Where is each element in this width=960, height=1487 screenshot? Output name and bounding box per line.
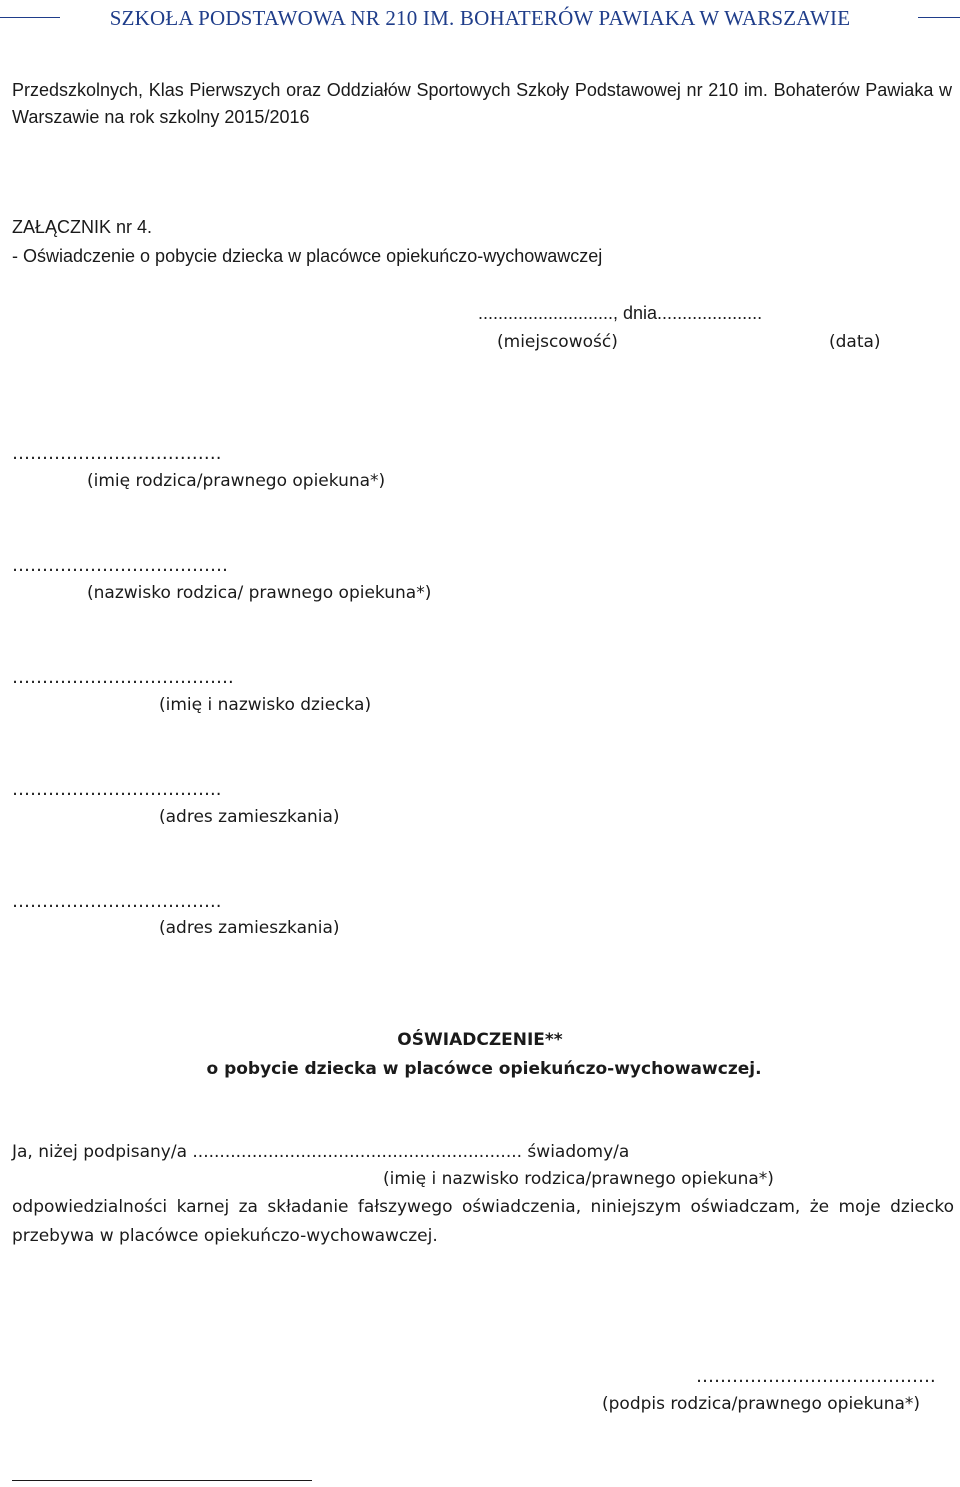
statement-body: odpowiedzialności karnej za składanie fałszywego oświadczenia, niniejszym oświadczam, że moje dziecko przebywa w placówce opiekuńczo-wychowawczej. [12,1197,954,1246]
attachment-subtitle: - Oświadczenie o pobycie dziecka w placówce opiekuńczo-wychowawczej [12,246,603,266]
statement-line-1: Ja, niżej podpisany/a ............................................................. świadomy/a [12,1142,630,1162]
place-date-line: ..........................., dnia..................... [478,303,763,323]
parent-surname-label: (nazwisko rodzica/ prawnego opiekuna*) [87,583,432,603]
attachment-label: ZAŁĄCZNIK nr 4. [12,217,153,237]
statement-subheading: o pobycie dziecka w placówce opiekuńczo-wychowawczej. [206,1059,762,1079]
child-name-dots: ………………………………. [12,667,234,688]
address-1-dots: …………………………….. [12,779,222,800]
place-label: (miejscowość) [497,332,618,352]
statement-line-1-label: (imię i nazwisko rodzica/prawnego opiekuna*) [383,1169,774,1189]
address-2-label: (adres zamieszkania) [159,918,340,938]
child-name-label: (imię i nazwisko dziecka) [159,695,372,715]
parent-surname-dots: ……………………………… [12,555,228,576]
date-label: (data) [829,332,881,352]
parent-first-name-label: (imię rodzica/prawnego opiekuna*) [87,471,386,491]
header-rule-right [918,17,960,18]
footnote-separator [12,1480,312,1481]
signature-dots: …………………………………. [696,1366,936,1387]
address-2-dots: …………………………….. [12,891,222,912]
signature-label: (podpis rodzica/prawnego opiekuna*) [602,1394,921,1414]
parent-first-name-dots: ……………….……………. [12,443,222,464]
statement-heading: OŚWIADCZENIE** [397,1030,563,1050]
address-1-label: (adres zamieszkania) [159,807,340,827]
school-name: SZKOŁA PODSTAWOWA NR 210 IM. BOHATERÓW PAWIAKA W WARSZAWIE [109,6,851,30]
page-header [0,0,960,44]
intro-text: Przedszkolnych, Klas Pierwszych oraz Oddziałów Sportowych Szkoły Podstawowej nr 210 im. Bohaterów Pawiaka w Warszawie na rok szkolny 2015/2016 [12,80,952,127]
